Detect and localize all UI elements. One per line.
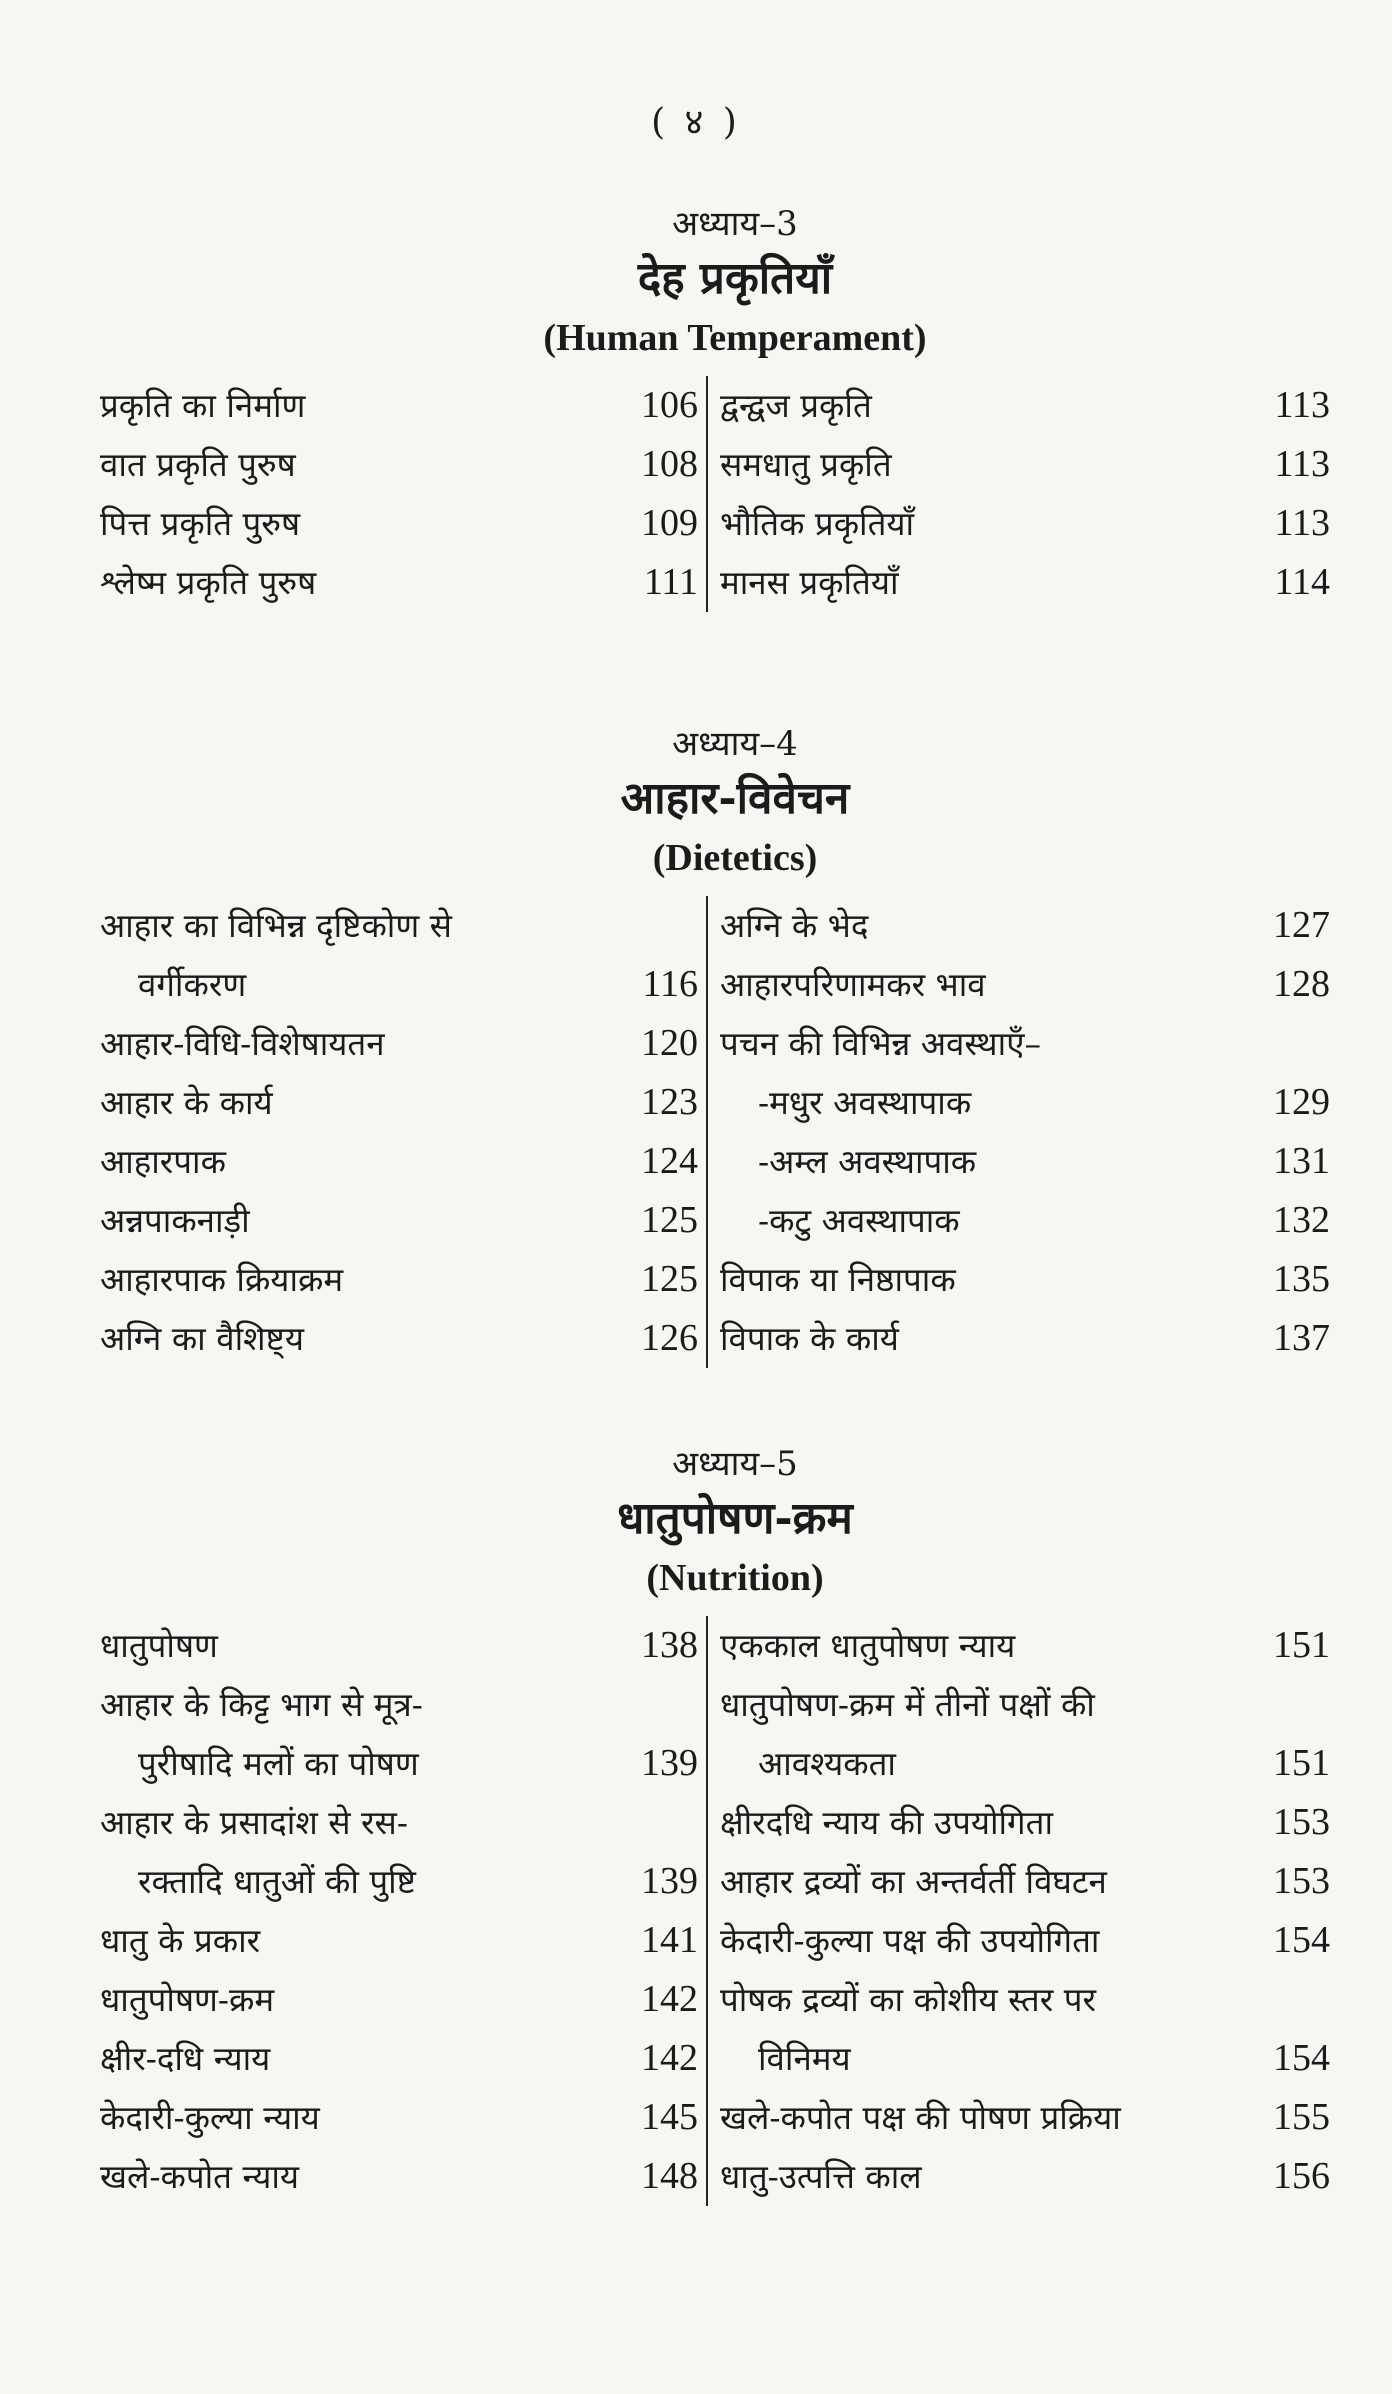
toc-entry-title: पित्त प्रकृति पुरुष [100, 504, 301, 543]
toc-entry [720, 1793, 1340, 1852]
toc-entry-title: क्षीरदधि न्याय की उपयोगिता [720, 1803, 1053, 1842]
toc-entry [720, 1250, 1340, 1309]
toc-entry-page: 106 [641, 384, 698, 426]
toc-entry [100, 376, 698, 435]
toc-entry-page: 137 [1273, 1317, 1330, 1359]
toc-entry [100, 1250, 698, 1309]
toc-entry [100, 1616, 698, 1675]
toc-entry-page: 113 [1274, 502, 1330, 544]
toc-left-column [100, 896, 708, 1368]
toc-entry-title: प्रकृति का निर्माण [100, 386, 306, 425]
toc-entry-title: आहार का विभिन्न दृष्टिकोण से [100, 906, 452, 945]
toc-entry [100, 1132, 698, 1191]
toc-entry-title: द्वन्द्वज प्रकृति [720, 386, 872, 425]
chapter-subtitle: (Dietetics) [652, 837, 818, 879]
toc-entry-page: 142 [641, 2037, 698, 2079]
toc-entry [720, 1073, 1340, 1132]
toc-entry-title: आहार द्रव्यों का अन्तर्वर्ती विघटन [720, 1862, 1107, 1901]
toc-table [100, 1616, 1340, 2206]
toc-entry-title: केदारी-कुल्या पक्ष की उपयोगिता [720, 1921, 1100, 1960]
toc-entry-page: 154 [1273, 1919, 1330, 1961]
toc-entry-page: 129 [1273, 1081, 1330, 1123]
toc-entry [720, 1970, 1340, 2029]
toc-entry-page: 151 [1273, 1624, 1330, 1666]
toc-entry [100, 1014, 698, 1073]
toc-entry-title: श्लेष्म प्रकृति पुरुष [100, 563, 317, 602]
toc-entry-page: 124 [641, 1140, 698, 1182]
toc-entry [100, 494, 698, 553]
toc-entry [720, 955, 1340, 1014]
toc-entry [100, 435, 698, 494]
chapter-label: अध्याय–3 [672, 204, 798, 244]
toc-entry-page: 138 [641, 1624, 698, 1666]
toc-entry-page: 109 [641, 502, 698, 544]
chapter-title: धातुपोषण-क्रम [617, 1493, 853, 1544]
toc-entry-title: अग्नि का वैशिष्ट्य [100, 1319, 304, 1358]
toc-entry-title: रक्तादि धातुओं की पुष्टि [138, 1862, 416, 1901]
toc-entry [720, 376, 1340, 435]
toc-left-column [100, 376, 708, 612]
toc-entry-page: 113 [1274, 443, 1330, 485]
toc-entry [720, 2147, 1340, 2206]
toc-entry [720, 1191, 1340, 1250]
toc-entry-title: -मधुर अवस्थापाक [758, 1083, 972, 1122]
toc-entry-page: 155 [1273, 2096, 1330, 2138]
toc-entry-title: भौतिक प्रकृतियाँ [720, 504, 915, 543]
toc-entry [720, 553, 1340, 612]
toc-entry [100, 1191, 698, 1250]
toc-entry-page: 135 [1273, 1258, 1330, 1300]
chapter-heading [100, 720, 1340, 886]
toc-entry-title: आहारपाक क्रियाक्रम [100, 1260, 344, 1299]
toc-table [100, 376, 1340, 612]
toc-entry-title: मानस प्रकृतियाँ [720, 563, 899, 602]
toc-entry-title: क्षीर-दधि न्याय [100, 2039, 271, 2078]
toc-entry [720, 1014, 1340, 1073]
toc-entry-page: 142 [641, 1978, 698, 2020]
toc-entry-title: धातु-उत्पत्ति काल [720, 2157, 922, 2196]
toc-entry-title: खले-कपोत पक्ष की पोषण प्रक्रिया [720, 2098, 1121, 2137]
toc-entry-title: आहार-विधि-विशेषायतन [100, 1024, 385, 1063]
chapter-label: अध्याय–5 [672, 1444, 798, 1484]
toc-entry [100, 1911, 698, 1970]
toc-entry [720, 1309, 1340, 1368]
toc-entry [720, 1675, 1340, 1734]
toc-entry-title: खले-कपोत न्याय [100, 2157, 300, 2196]
toc-entry-title: धातु के प्रकार [100, 1921, 261, 1960]
toc-entry-title: समधातु प्रकृति [720, 445, 892, 484]
toc-entry [720, 1616, 1340, 1675]
toc-entry [100, 1073, 698, 1132]
toc-left-column [100, 1616, 708, 2206]
toc-entry-title: विपाक के कार्य [720, 1319, 899, 1358]
toc-entry [100, 553, 698, 612]
toc-entry [100, 1852, 698, 1911]
toc-entry [720, 2088, 1340, 2147]
toc-right-column [708, 896, 1340, 1368]
toc-entry-page: 125 [641, 1258, 698, 1300]
toc-entry-page: 148 [641, 2155, 698, 2197]
chapter-5 [100, 1440, 1340, 2206]
toc-entry-title: विपाक या निष्ठापाक [720, 1260, 956, 1299]
toc-entry [100, 1309, 698, 1368]
chapter-subtitle: (Nutrition) [646, 1557, 824, 1599]
toc-entry-page: 153 [1273, 1860, 1330, 1902]
toc-entry [720, 494, 1340, 553]
toc-entry-title: केदारी-कुल्या न्याय [100, 2098, 320, 2137]
toc-entry-title: पुरीषादि मलों का पोषण [138, 1744, 419, 1783]
toc-entry [100, 1970, 698, 2029]
toc-entry-page: 111 [643, 561, 698, 603]
toc-entry-title: वात प्रकृति पुरुष [100, 445, 296, 484]
toc-entry-page: 108 [641, 443, 698, 485]
toc-entry-title: आवश्यकता [758, 1744, 896, 1783]
toc-entry [720, 1852, 1340, 1911]
toc-entry [100, 1734, 698, 1793]
toc-entry-title: धातुपोषण-क्रम में तीनों पक्षों की [720, 1685, 1095, 1724]
toc-table [100, 896, 1340, 1368]
toc-entry [720, 435, 1340, 494]
toc-entry [100, 2147, 698, 2206]
toc-right-column [708, 376, 1340, 612]
chapter-title: आहार-विवेचन [620, 773, 850, 824]
toc-entry-title: धातुपोषण [100, 1626, 218, 1665]
toc-entry-page: 128 [1273, 963, 1330, 1005]
toc-entry-page: 116 [642, 963, 698, 1005]
chapter-label: अध्याय–4 [672, 724, 798, 764]
chapter-heading [100, 200, 1340, 366]
toc-entry-title: आहार के प्रसादांश से रस- [100, 1803, 409, 1842]
toc-entry-title: आहार के किट्ट भाग से मूत्र- [100, 1685, 423, 1724]
toc-entry [100, 955, 698, 1014]
chapter-subtitle: (Human Temperament) [543, 317, 927, 359]
toc-entry-title: वर्गीकरण [138, 965, 247, 1004]
toc-entry-title: विनिमय [758, 2039, 851, 2078]
toc-entry [100, 2088, 698, 2147]
toc-entry-page: 125 [641, 1199, 698, 1241]
toc-entry-title: आहारपाक [100, 1142, 226, 1181]
chapter-4 [100, 720, 1340, 1368]
toc-entry-title: -कटु अवस्थापाक [758, 1201, 960, 1240]
toc-entry-title: धातुपोषण-क्रम [100, 1980, 275, 2019]
toc-entry [100, 1793, 698, 1852]
toc-entry-title: एककाल धातुपोषण न्याय [720, 1626, 1016, 1665]
page-number: ( ४ ) [651, 102, 741, 143]
toc-entry-page: 126 [641, 1317, 698, 1359]
toc-entry-page: 139 [641, 1742, 698, 1784]
toc-entry-title: आहारपरिणामकर भाव [720, 965, 986, 1004]
toc-entry-page: 127 [1273, 904, 1330, 946]
toc-entry-page: 153 [1273, 1801, 1330, 1843]
toc-entry-page: 123 [641, 1081, 698, 1123]
toc-entry-page: 113 [1274, 384, 1330, 426]
toc-entry [720, 1132, 1340, 1191]
toc-entry-title: पचन की विभिन्न अवस्थाएँ– [720, 1024, 1041, 1063]
toc-entry-page: 131 [1273, 1140, 1330, 1182]
toc-right-column [708, 1616, 1340, 2206]
toc-entry-page: 139 [641, 1860, 698, 1902]
toc-entry-page: 151 [1273, 1742, 1330, 1784]
chapter-heading [100, 1440, 1340, 1606]
toc-entry [720, 1911, 1340, 1970]
toc-entry-page: 114 [1274, 561, 1330, 603]
toc-entry [100, 2029, 698, 2088]
toc-entry-page: 154 [1273, 2037, 1330, 2079]
toc-entry-title: पोषक द्रव्यों का कोशीय स्तर पर [720, 1980, 1096, 2019]
toc-entry-page: 156 [1273, 2155, 1330, 2197]
toc-entry-title: -अम्ल अवस्थापाक [758, 1142, 977, 1181]
toc-entry [720, 2029, 1340, 2088]
toc-entry-title: आहार के कार्य [100, 1083, 273, 1122]
toc-entry [100, 1675, 698, 1734]
toc-entry-page: 141 [641, 1919, 698, 1961]
toc-entry [720, 1734, 1340, 1793]
toc-entry-title: अग्नि के भेद [720, 906, 869, 945]
toc-entry [100, 896, 698, 955]
toc-entry-title: अन्नपाकनाड़ी [100, 1201, 250, 1240]
toc-entry-page: 145 [641, 2096, 698, 2138]
chapter-3 [100, 200, 1340, 612]
chapter-title: देह प्रकृतियाँ [637, 253, 833, 304]
toc-entry-page: 132 [1273, 1199, 1330, 1241]
toc-entry [720, 896, 1340, 955]
toc-entry-page: 120 [641, 1022, 698, 1064]
